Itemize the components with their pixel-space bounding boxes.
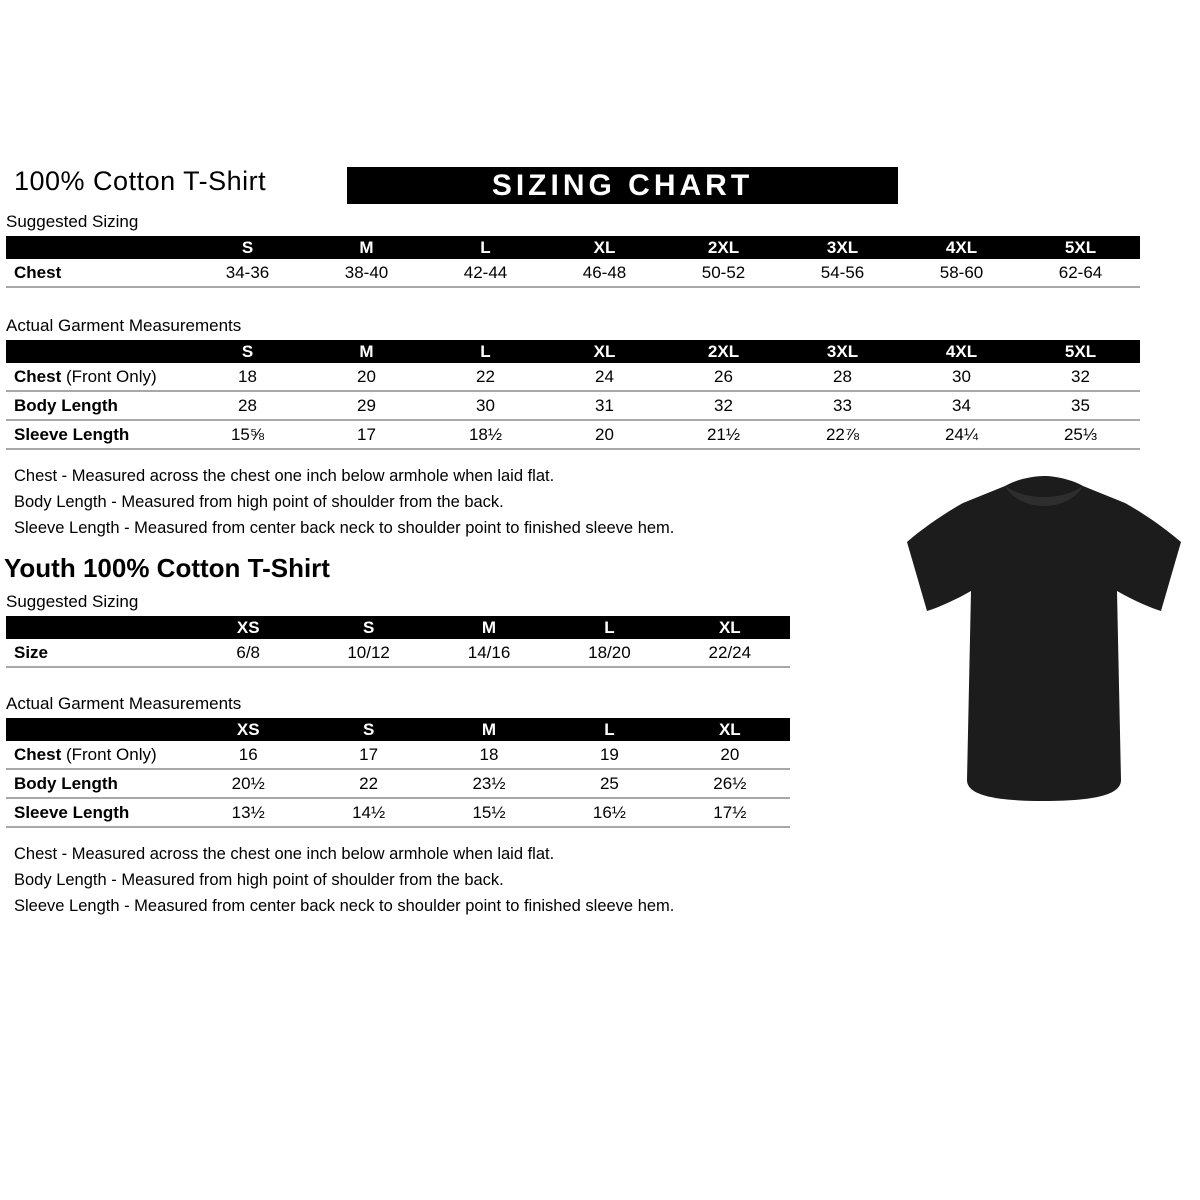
note-sleeve-length: Sleeve Length - Measured from center back neck to shoulder point to finished sleeve hem.	[14, 897, 675, 915]
size-column-header: XS	[236, 617, 260, 637]
measurement-cell: 26½	[713, 773, 747, 793]
measurement-cell: 22	[476, 366, 495, 386]
measurement-cell: 18	[479, 744, 499, 764]
measurement-cell: 24¼	[944, 424, 979, 444]
measurement-cell: 42-44	[463, 262, 508, 282]
measurement-cell: 62-64	[1058, 262, 1103, 282]
measurement-cell: 24	[595, 366, 614, 386]
t-shirt-product-image	[893, 462, 1195, 817]
size-column-header: XS	[236, 719, 260, 739]
table-row	[6, 363, 1140, 392]
measurement-cell: 20	[720, 744, 740, 764]
youth-title: Youth 100% Cotton T-Shirt	[4, 553, 330, 583]
row-label: Chest	[14, 262, 62, 282]
measurement-cell: 20	[595, 424, 614, 444]
table-row	[6, 259, 1140, 288]
table-header-row	[6, 236, 1140, 259]
size-column-header: L	[604, 617, 615, 637]
row-label-cell	[6, 425, 188, 445]
measurement-cell: 35	[1071, 395, 1090, 415]
note-body-length: Body Length - Measured from high point of shoulder from the back.	[14, 493, 504, 511]
note-sleeve-length: Sleeve Length - Measured from center back neck to shoulder point to finished sleeve hem.	[14, 519, 675, 537]
row-label-cell	[6, 803, 188, 823]
adult-actual-measurements-table	[6, 340, 1140, 450]
measurement-cell: 32	[714, 395, 733, 415]
measurement-cell: 14/16	[467, 642, 511, 662]
size-column-header: XL	[593, 341, 616, 361]
measurement-cell: 34	[952, 395, 971, 415]
row-label-cell	[6, 396, 188, 416]
size-column-header: S	[241, 341, 254, 361]
row-label-cell	[6, 367, 188, 387]
measurement-cell: 33	[833, 395, 852, 415]
measurement-cell: 46-48	[582, 262, 627, 282]
size-column-header: 2XL	[707, 237, 740, 257]
row-label: Body Length	[14, 773, 118, 793]
measurement-cell: 18½	[468, 424, 503, 444]
measurement-cell: 25	[599, 773, 619, 793]
size-column-header: 5XL	[1064, 341, 1097, 361]
table-row	[6, 392, 1140, 421]
row-label: Sleeve Length	[14, 424, 130, 444]
row-label-cell	[6, 643, 188, 663]
table-header-row	[6, 340, 1140, 363]
measurement-cell: 58-60	[939, 262, 984, 282]
measurement-cell: 22/24	[708, 642, 752, 662]
measurement-cell: 28	[238, 395, 257, 415]
adult-suggested-sizing-table	[6, 236, 1140, 288]
row-label-note: (Front Only)	[61, 744, 157, 764]
measurement-cell: 26	[714, 366, 733, 386]
youth-measurement-notes	[14, 841, 1200, 919]
measurement-cell: 20½	[231, 773, 265, 793]
youth-suggested-sizing-table	[6, 616, 790, 668]
table-row	[6, 770, 790, 799]
t-shirt-icon	[893, 462, 1195, 817]
measurement-cell: 23½	[472, 773, 506, 793]
measurement-cell: 18	[238, 366, 257, 386]
sizing-chart-banner: SIZING CHART	[347, 167, 898, 204]
size-column-header: L	[604, 719, 615, 739]
measurement-cell: 10/12	[347, 642, 390, 662]
size-column-header: S	[241, 237, 254, 257]
size-column-header: L	[480, 237, 491, 257]
measurement-cell: 17	[359, 744, 379, 764]
measurement-cell: 32	[1071, 366, 1090, 386]
row-label: Sleeve Length	[14, 802, 130, 822]
adult-suggested-sizing-label: Suggested Sizing	[6, 212, 139, 231]
youth-actual-measurements-label: Actual Garment Measurements	[6, 694, 242, 713]
size-column-header: XL	[593, 237, 616, 257]
size-column-header: 4XL	[945, 341, 978, 361]
measurement-cell: 16½	[592, 802, 626, 822]
measurement-cell: 22⅞	[825, 424, 860, 444]
size-column-header: M	[359, 341, 374, 361]
size-column-header: XL	[718, 617, 741, 637]
measurement-cell: 17	[357, 424, 376, 444]
measurement-cell: 16	[238, 744, 258, 764]
measurement-cell: 38-40	[344, 262, 389, 282]
measurement-cell: 54-56	[820, 262, 865, 282]
measurement-cell: 15½	[472, 802, 506, 822]
size-column-header: 2XL	[707, 341, 740, 361]
measurement-cell: 31	[595, 395, 614, 415]
page-title: 100% Cotton T-Shirt	[14, 166, 267, 196]
size-column-header: 5XL	[1064, 237, 1097, 257]
measurement-cell: 21½	[706, 424, 741, 444]
row-label: Body Length	[14, 395, 118, 415]
table-header-row	[6, 718, 790, 741]
size-column-header: XL	[718, 719, 741, 739]
size-column-header: 3XL	[826, 237, 859, 257]
measurement-cell: 30	[476, 395, 495, 415]
t-shirt-body	[907, 476, 1181, 801]
measurement-cell: 13½	[231, 802, 265, 822]
adult-actual-measurements-label: Actual Garment Measurements	[6, 316, 242, 335]
youth-actual-measurements-table	[6, 718, 790, 828]
measurement-cell: 50-52	[701, 262, 746, 282]
measurement-cell: 28	[833, 366, 852, 386]
size-column-header: M	[359, 237, 374, 257]
row-label-note: (Front Only)	[61, 366, 157, 386]
table-row	[6, 741, 790, 770]
measurement-cell: 25⅓	[1063, 424, 1098, 444]
size-column-header: M	[481, 719, 497, 739]
size-column-header: 3XL	[826, 341, 859, 361]
measurement-cell: 18/20	[588, 642, 631, 662]
row-label-cell	[6, 745, 188, 765]
row-label: Chest	[14, 366, 62, 386]
row-label-cell	[6, 263, 188, 283]
measurement-cell: 34-36	[225, 262, 270, 282]
note-chest: Chest - Measured across the chest one inch below armhole when laid flat.	[14, 467, 555, 485]
measurement-cell: 29	[357, 395, 376, 415]
measurement-cell: 15⅝	[230, 424, 265, 444]
youth-suggested-sizing-label: Suggested Sizing	[6, 592, 139, 611]
size-column-header: M	[481, 617, 497, 637]
table-row	[6, 639, 790, 668]
size-column-header: 4XL	[945, 237, 978, 257]
note-chest: Chest - Measured across the chest one inch below armhole when laid flat.	[14, 845, 555, 863]
row-label: Size	[14, 642, 49, 662]
measurement-cell: 17½	[713, 802, 747, 822]
table-row	[6, 421, 1140, 450]
note-body-length: Body Length - Measured from high point of shoulder from the back.	[14, 871, 504, 889]
table-header-row	[6, 616, 790, 639]
measurement-cell: 30	[952, 366, 971, 386]
measurement-cell: 6/8	[236, 642, 261, 662]
size-column-header: S	[362, 617, 375, 637]
size-column-header: S	[362, 719, 375, 739]
measurement-cell: 14½	[352, 802, 386, 822]
row-label: Chest	[14, 744, 62, 764]
size-column-header: L	[480, 341, 491, 361]
table-row	[6, 799, 790, 828]
row-label-cell	[6, 774, 188, 794]
measurement-cell: 22	[359, 773, 379, 793]
measurement-cell: 20	[357, 366, 376, 386]
measurement-cell: 19	[599, 744, 619, 764]
